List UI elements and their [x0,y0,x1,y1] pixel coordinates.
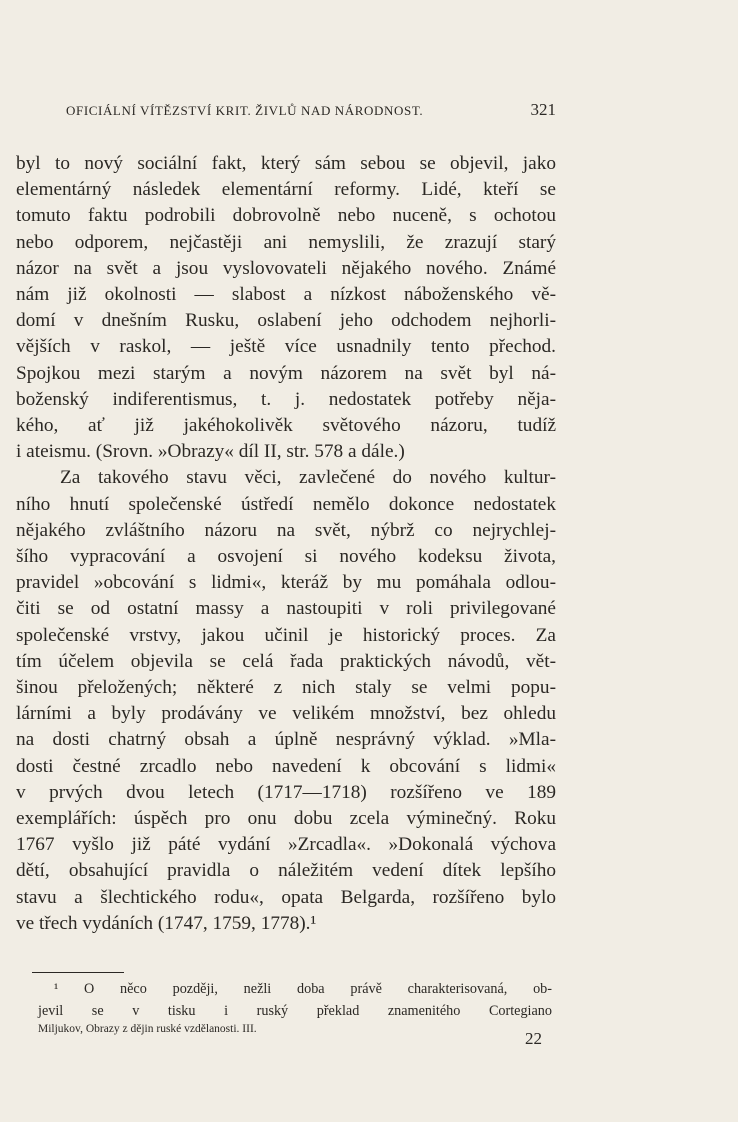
text-line: stavu a šlechtického rodu«, opata Belgarda, rozšířeno bylo [16,886,556,908]
text-line: nebo odporem, nejčastěji ani nemyslili, že zrazují starý [16,231,556,253]
body-text [16,151,556,937]
running-title: OFICIÁLNÍ VÍTĚZSTVÍ KRIT. ŽIVLŮ NAD NÁRODNOST. [66,103,424,118]
text-line: ního hnutí společenské ústředí nemělo dokonce nedostatek [16,493,556,515]
text-line: čiti se od ostatní massy a nastoupiti v roli privilegované [16,598,556,620]
text-line: tím účelem objevila se celá řada praktických návodů, vět- [16,650,556,672]
sheet-number: 22 [525,1029,542,1048]
text-line: dětí, obsahující pravidla o náležitém vedení dítek lepšího [16,860,556,882]
text-line: na dosti chatrný obsah a úplně nesprávný výklad. »Mla- [16,729,556,751]
text-line: názor na svět a jsou vyslovovateli nějakého nového. Známé [16,257,556,279]
footnote-rule [32,972,124,973]
text-line: šinou přeložených; některé z nich staly se velmi popu- [16,677,556,699]
signature-text: Miljukov, Obrazy z dějin ruské vzdělanosti. III. [38,1023,257,1035]
text-line: nějakého zvláštního názoru na svět, nýbrž co nejrychlej- [16,519,556,541]
text-line: vějších v raskol, — ještě více usnadnily tento přechod. [16,336,556,358]
text-line: lárními a byly prodávány ve velikém množství, bez ohledu [16,703,556,725]
text-line: boženský indiferentismus, t. j. nedostatek potřeby něja- [16,388,556,410]
text-line: pravidel »obcování s lidmi«, kteráž by mu pomáhala odlou- [16,572,556,594]
text-line: domí v dnešním Rusku, oslabení jeho odchodem nejhorli- [16,310,556,332]
text-line: nám již okolnosti — slabost a nízkost náboženského vě- [16,284,556,306]
text-line: společenské vrstvy, jakou učinil je historický proces. Za [16,624,556,646]
footnote [38,978,552,1022]
running-header [66,100,556,120]
text-line: v prvých dvou letech (1717—1718) rozšířeno ve 189 [16,781,556,803]
text-line: Za takového stavu věci, zavlečené do nového kultur- [60,467,556,489]
text-line: kého, ať již jakéhokolivěk světového názoru, tudíž [16,415,556,437]
footnote-line: ¹ O něco později, nežli doba právě charakterisovaná, ob- [54,981,552,997]
text-line: tomuto faktu podrobili dobrovolně nebo nuceně, s ochotou [16,205,556,227]
printer-signature [38,1023,552,1049]
text-line: 1767 vyšlo již páté vydání »Zrcadla«. »Dokonalá výchova [16,834,556,856]
text-line: šího vypracování a osvojení si nového kodeksu života, [16,546,556,568]
text-line: exemplářích: úspěch pro onu dobu zcela výminečný. Roku [16,808,556,830]
text-line: ve třech vydáních (1747, 1759, 1778).¹ [16,912,317,934]
text-line: Spojkou mezi starým a novým názorem na svět byl ná- [16,362,556,384]
text-line: i ateismu. (Srovn. »Obrazy« díl II, str. 578 a dále.) [16,441,405,463]
text-line: byl to nový sociální fakt, který sám sebou se objevil, jako [16,153,556,174]
text-line: elementárný následek elementární reformy. Lidé, kteří se [16,179,556,201]
page-number: 321 [530,100,556,119]
text-line: dosti čestné zrcadlo nebo navedení k obcování s lidmi« [16,755,556,777]
footnote-line: jevil se v tisku i ruský překlad znamenitého Cortegiano [38,1003,552,1019]
